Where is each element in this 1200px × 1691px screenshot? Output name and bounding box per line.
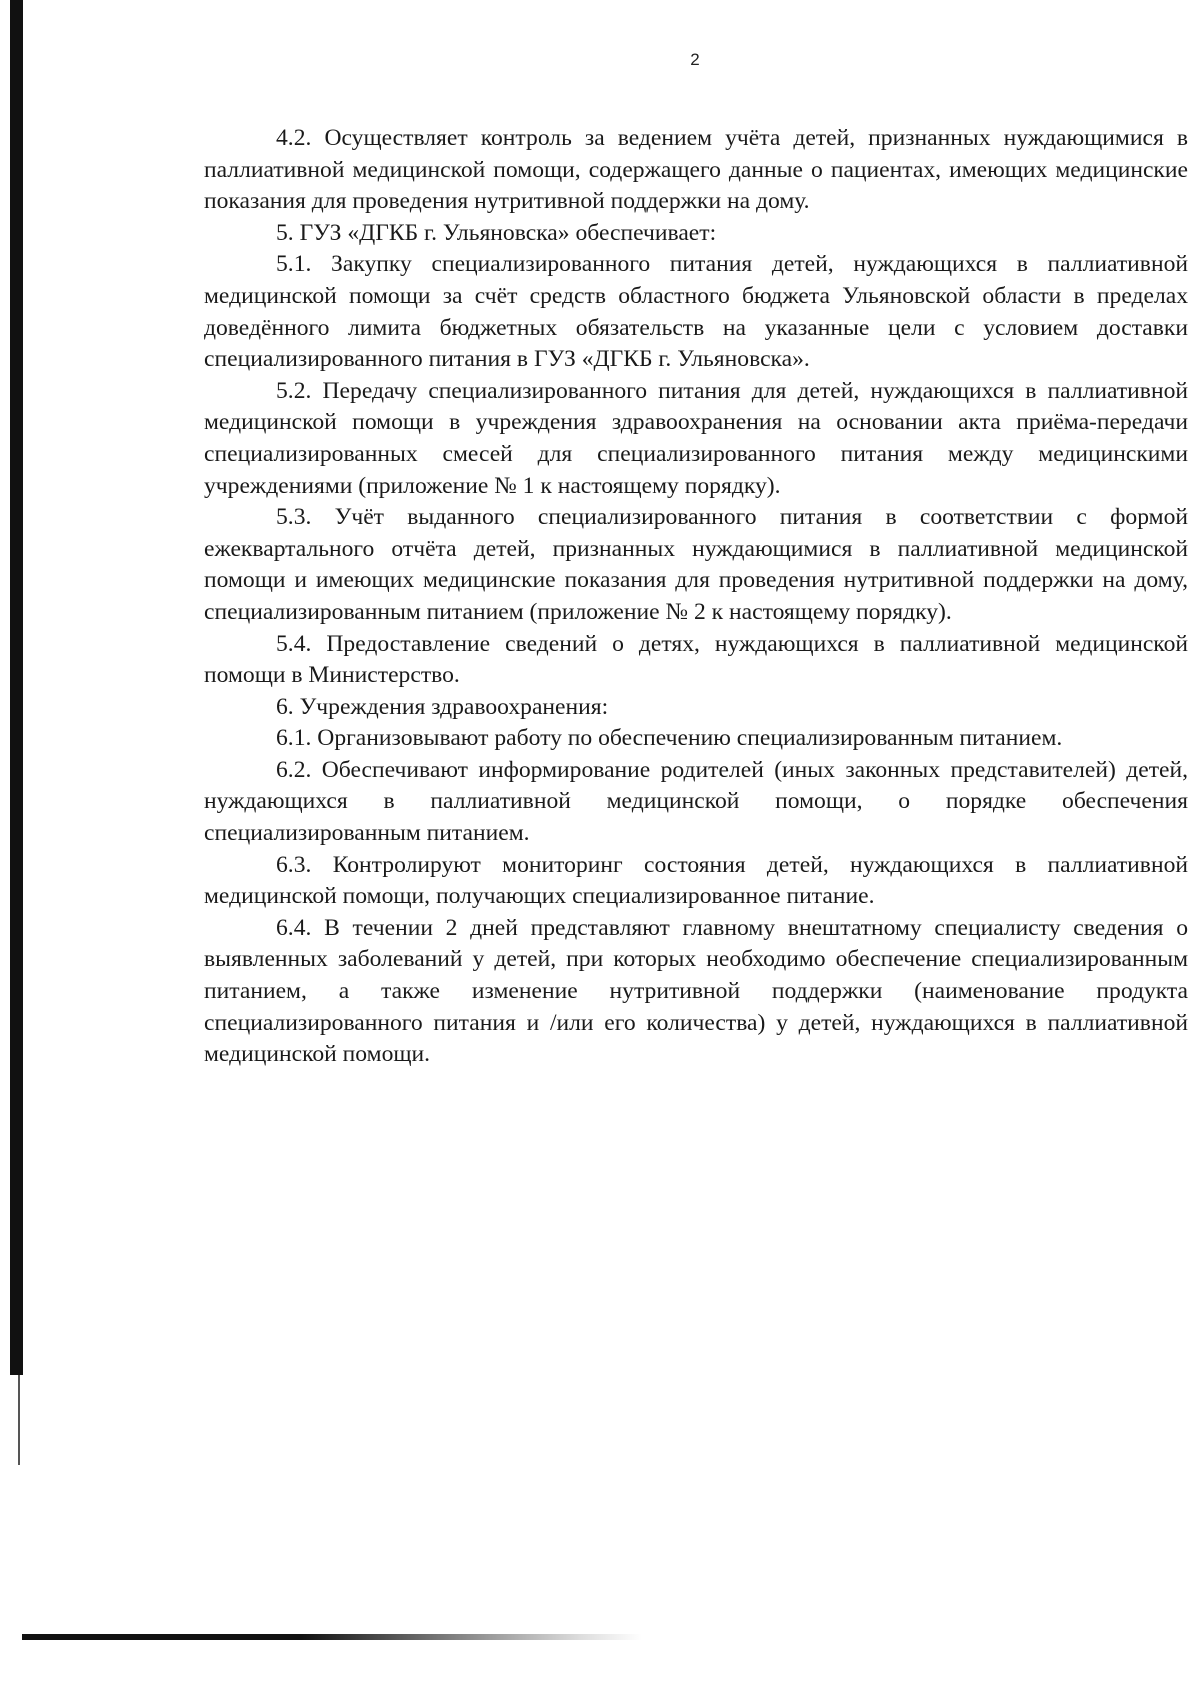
- paragraph-5-1: 5.1. Закупку специализированного питания детей, нуждающихся в паллиативной медицинской помощи за счёт средств областного бюджета Ульяновской области в пределах доведённого лимита бюджетных обязательств на указанные цели с условием доставки специализированного питания в ГУЗ «ДГКБ г. Ульяновска».: [204, 251, 1188, 373]
- paragraph-6-4: 6.4. В течении 2 дней представляют главному внештатному специалисту сведения о выявленных заболеваний у детей, при которых необходимо обеспечение специализированным питанием, а также изменение нутритивной поддержки (наименование продукта специализированного питания и /или его количества) у детей, нуждающихся в паллиативной медицинской помощи.: [204, 914, 1188, 1068]
- scan-edge-left: [10, 0, 23, 1375]
- paragraph-5-4: 5.4. Предоставление сведений о детях, нуждающихся в паллиативной медицинской помощи в Министерство.: [204, 630, 1188, 689]
- document-body: [204, 123, 1188, 1071]
- scan-edge-bottom: [22, 1634, 642, 1640]
- paragraph-6: 6. Учреждения здравоохранения:: [276, 693, 609, 720]
- paragraph-5-3: 5.3. Учёт выданного специализированного питания в соответствии с формой ежеквартального отчёта детей, признанных нуждающимися в паллиативной медицинской помощи и имеющих медицинские показания для проведения нутритивной поддержки на дому, специализированным питанием (приложение № 2 к настоящему порядку).: [204, 504, 1188, 625]
- paragraph-4-2: 4.2. Осуществляет контроль за ведением учёта детей, признанных нуждающимися в паллиативной медицинской помощи, содержащего данные о пациентах, имеющих медицинские показания для проведения нутритивной поддержки на дому.: [204, 125, 1188, 215]
- paragraph-6-2: 6.2. Обеспечивают информирование родителей (иных законных представителей) детей, нуждающихся в паллиативной медицинской помощи, о порядке обеспечения специализированным питанием.: [204, 756, 1188, 847]
- paragraph-6-1: 6.1. Организовывают работу по обеспечению специализированным питанием.: [276, 725, 1063, 752]
- scan-edge-left-thin: [18, 1375, 20, 1465]
- page-number: 2: [690, 50, 700, 69]
- paragraph-5-2: 5.2. Передачу специализированного питания для детей, нуждающихся в паллиативной медицинской помощи в учреждения здравоохранения на основании акта приёма-передачи специализированных смесей для специализированного питания между медицинскими учреждениями (приложение № 1 к настоящему порядку).: [204, 377, 1188, 499]
- paragraph-6-3: 6.3. Контролируют мониторинг состояния детей, нуждающихся в паллиативной медицинской помощи, получающих специализированное питание.: [204, 851, 1188, 910]
- paragraph-5: 5. ГУЗ «ДГКБ г. Ульяновска» обеспечивает:: [276, 219, 717, 246]
